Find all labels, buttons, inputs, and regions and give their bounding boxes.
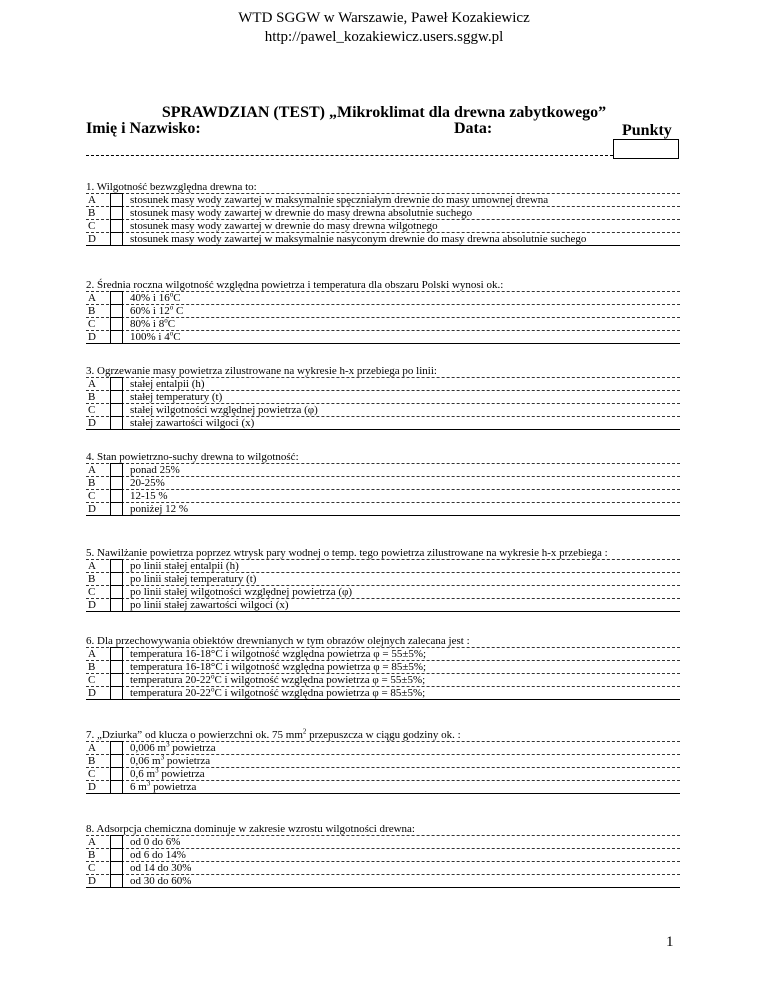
option-text: poniżej 12 % xyxy=(130,503,189,515)
option-text: stosunek masy wody zawartej w maksymalnie nasyconym drewnie do masy drewna absolutnie suchego xyxy=(130,233,587,245)
name-label: Imię i Nazwisko: xyxy=(86,120,201,137)
option-letter: D xyxy=(88,781,96,793)
option-text: 100% i 4$^o$C xyxy=(130,329,181,343)
option-letter: D xyxy=(88,233,96,245)
option-text: 80% i 8$^o$C xyxy=(130,316,176,330)
page-number: 1 xyxy=(666,934,674,950)
answer-option-c xyxy=(86,318,680,331)
answer-option-a xyxy=(86,464,680,477)
option-letter: B xyxy=(88,477,96,489)
question-8 xyxy=(86,823,680,888)
answer-checkbox[interactable] xyxy=(110,502,123,516)
answer-option-c xyxy=(86,220,680,233)
option-letter: A xyxy=(88,560,96,572)
answer-option-d xyxy=(86,503,680,516)
option-letter: B xyxy=(88,661,96,673)
answer-option-a xyxy=(86,836,680,849)
option-letter: C xyxy=(88,674,96,686)
answer-checkbox[interactable] xyxy=(110,206,123,220)
option-text: temperatura 16-18°C i wilgotność względna powietrza φ = 55±5%; xyxy=(130,648,427,660)
page-title: SPRAWDZIAN (TEST) „Mikroklimat dla drewna zabytkowego” xyxy=(161,104,607,121)
option-text: od 30 do 60% xyxy=(130,875,192,887)
question-3 xyxy=(86,365,680,430)
option-text: stosunek masy wody zawartej w maksymalnie spęczniałym drewnie do masy umownej drewna xyxy=(130,194,549,206)
answer-option-b xyxy=(86,573,680,586)
option-letter: C xyxy=(88,404,96,416)
answer-checkbox[interactable] xyxy=(110,232,123,246)
option-letter: A xyxy=(88,194,96,206)
option-text: 40% i 16$^o$C xyxy=(130,290,181,304)
option-text: 12-15 % xyxy=(130,490,168,502)
answer-option-d xyxy=(86,875,680,888)
answer-checkbox[interactable] xyxy=(110,835,123,849)
option-letter: B xyxy=(88,755,96,767)
answer-option-c xyxy=(86,490,680,503)
answer-option-c xyxy=(86,674,680,687)
question-text: 6. Dla przechowywania obiektów drewnianych w tym obrazów olejnych zalecana jest : xyxy=(86,635,680,648)
answer-checkbox[interactable] xyxy=(110,291,123,305)
answer-checkbox[interactable] xyxy=(110,377,123,391)
option-letter: C xyxy=(88,220,96,232)
answer-option-b xyxy=(86,755,680,768)
option-text: od 0 do 6% xyxy=(130,836,181,848)
answer-option-a xyxy=(86,194,680,207)
answer-option-d xyxy=(86,233,680,246)
answer-checkbox[interactable] xyxy=(110,848,123,862)
option-text: po linii stałej wilgotności względnej powietrza (φ) xyxy=(130,586,353,598)
option-text: 20-25% xyxy=(130,477,165,489)
points-box[interactable] xyxy=(613,139,679,159)
answer-checkbox[interactable] xyxy=(110,304,123,318)
option-text: stosunek masy wody zawartej w drewnie do masy drewna absolutnie suchego xyxy=(130,207,473,219)
answer-option-d xyxy=(86,331,680,344)
answer-checkbox[interactable] xyxy=(110,741,123,755)
answer-checkbox[interactable] xyxy=(110,874,123,888)
date-label: Data: xyxy=(454,120,493,137)
answer-checkbox[interactable] xyxy=(110,660,123,674)
question-4 xyxy=(86,451,680,516)
option-letter: D xyxy=(88,875,96,887)
answer-checkbox[interactable] xyxy=(110,463,123,477)
option-letter: C xyxy=(88,490,96,502)
option-text: stałej temperatury (t) xyxy=(130,391,223,403)
answer-checkbox[interactable] xyxy=(110,780,123,794)
option-text: stosunek masy wody zawartej w drewnie do masy drewna wilgotnego xyxy=(130,220,438,232)
option-text: stałej entalpii (h) xyxy=(130,378,205,390)
question-7 xyxy=(86,729,680,794)
answer-checkbox[interactable] xyxy=(110,673,123,687)
answer-option-c xyxy=(86,862,680,875)
answer-checkbox[interactable] xyxy=(110,317,123,331)
option-letter: C xyxy=(88,862,96,874)
header-url: http://pawel_kozakiewicz.users.sggw.pl xyxy=(264,29,504,45)
answer-checkbox[interactable] xyxy=(110,559,123,573)
answer-checkbox[interactable] xyxy=(110,598,123,612)
question-2 xyxy=(86,279,680,344)
option-letter: D xyxy=(88,687,96,699)
answer-option-a xyxy=(86,378,680,391)
divider xyxy=(86,155,613,156)
option-letter: B xyxy=(88,305,96,317)
answer-checkbox[interactable] xyxy=(110,572,123,586)
option-text: 6 $m^3$ powietrza xyxy=(130,779,197,793)
option-text: po linii stałej zawartości wilgoci (x) xyxy=(130,599,289,611)
option-letter: B xyxy=(88,573,96,585)
answer-checkbox[interactable] xyxy=(110,219,123,233)
option-letter: A xyxy=(88,742,96,754)
option-letter: A xyxy=(88,292,96,304)
answer-checkbox[interactable] xyxy=(110,476,123,490)
answer-checkbox[interactable] xyxy=(110,416,123,430)
option-text: od 14 do 30% xyxy=(130,862,192,874)
question-text: 2. Średnia roczna wilgotność względna powietrza i temperatura dla obszaru Polski wynosi ok.: xyxy=(86,279,680,292)
answer-option-c xyxy=(86,768,680,781)
answer-checkbox[interactable] xyxy=(110,647,123,661)
option-text: 60% i 12$^o$ C xyxy=(130,303,184,317)
option-text: 0,006 $m^3$ powietrza xyxy=(130,740,216,754)
question-text: 3. Ogrzewanie masy powietrza zilustrowane na wykresie h-x przebiega po linii: xyxy=(86,365,680,378)
answer-option-c xyxy=(86,586,680,599)
option-letter: A xyxy=(88,378,96,390)
answer-option-a xyxy=(86,742,680,755)
answer-checkbox[interactable] xyxy=(110,193,123,207)
header-author: WTD SGGW w Warszawie, Paweł Kozakiewicz xyxy=(238,10,530,26)
question-1 xyxy=(86,181,680,246)
option-text: po linii stałej temperatury (t) xyxy=(130,573,257,585)
question-text: 7. „Dziurka” od klucza o powierzchni ok. 75 $mm^2$ przepuszcza w ciągu godziny ok. : xyxy=(86,729,680,742)
answer-option-b xyxy=(86,849,680,862)
answer-option-d xyxy=(86,599,680,612)
option-letter: C xyxy=(88,768,96,780)
answer-option-a xyxy=(86,648,680,661)
option-letter: A xyxy=(88,836,96,848)
answer-checkbox[interactable] xyxy=(110,861,123,875)
option-text: 0,06 $m^3$ powietrza xyxy=(130,753,211,767)
question-5 xyxy=(86,547,680,612)
answer-option-b xyxy=(86,661,680,674)
answer-checkbox[interactable] xyxy=(110,754,123,768)
question-text: 8. Adsorpcja chemiczna dominuje w zakresie wzrostu wilgotności drewna: xyxy=(86,823,680,836)
question-text: 4. Stan powietrzno-suchy drewna to wilgotność: xyxy=(86,451,680,464)
option-letter: A xyxy=(88,464,96,476)
option-letter: C xyxy=(88,318,96,330)
option-letter: D xyxy=(88,417,96,429)
option-text: po linii stałej entalpii (h) xyxy=(130,560,239,572)
answer-option-c xyxy=(86,404,680,417)
option-letter: C xyxy=(88,586,96,598)
answer-option-a xyxy=(86,560,680,573)
option-text: stałej wilgotności względnej powietrza (φ) xyxy=(130,404,318,416)
answer-option-d xyxy=(86,417,680,430)
answer-checkbox[interactable] xyxy=(110,330,123,344)
question-text: 1. Wilgotność bezwzględna drewna to: xyxy=(86,181,680,194)
question-text: 5. Nawilżanie powietrza poprzez wtrysk pary wodnej o temp. tego powietrza zilustrowane na wykresie h-x przebiega : xyxy=(86,547,680,560)
option-text: od 6 do 14% xyxy=(130,849,186,861)
option-text: 0,6 $m^3$ powietrza xyxy=(130,766,205,780)
answer-checkbox[interactable] xyxy=(110,585,123,599)
answer-option-b xyxy=(86,477,680,490)
answer-checkbox[interactable] xyxy=(110,686,123,700)
option-text: stałej zawartości wilgoci (x) xyxy=(130,417,255,429)
answer-option-b xyxy=(86,305,680,318)
option-letter: D xyxy=(88,503,96,515)
option-letter: D xyxy=(88,599,96,611)
option-text: temperatura 20-22$^o$C i wilgotność względna powietrza φ = 85±5%; xyxy=(130,685,426,699)
answer-option-b xyxy=(86,207,680,220)
option-letter: A xyxy=(88,648,96,660)
option-letter: B xyxy=(88,391,96,403)
answer-checkbox[interactable] xyxy=(110,390,123,404)
form-row xyxy=(86,120,680,140)
option-text: ponad 25% xyxy=(130,464,180,476)
answer-option-d xyxy=(86,687,680,700)
option-letter: B xyxy=(88,207,96,219)
answer-option-a xyxy=(86,292,680,305)
option-letter: B xyxy=(88,849,96,861)
option-text: temperatura 16-18°C i wilgotność względna powietrza φ = 85±5%; xyxy=(130,661,427,673)
answer-checkbox[interactable] xyxy=(110,767,123,781)
question-6 xyxy=(86,635,680,700)
option-letter: D xyxy=(88,331,96,343)
answer-option-d xyxy=(86,781,680,794)
answer-checkbox[interactable] xyxy=(110,403,123,417)
option-text: temperatura 20-22$^o$C i wilgotność względna powietrza φ = 55±5%; xyxy=(130,672,426,686)
answer-checkbox[interactable] xyxy=(110,489,123,503)
points-label: Punkty xyxy=(622,122,672,139)
answer-option-b xyxy=(86,391,680,404)
